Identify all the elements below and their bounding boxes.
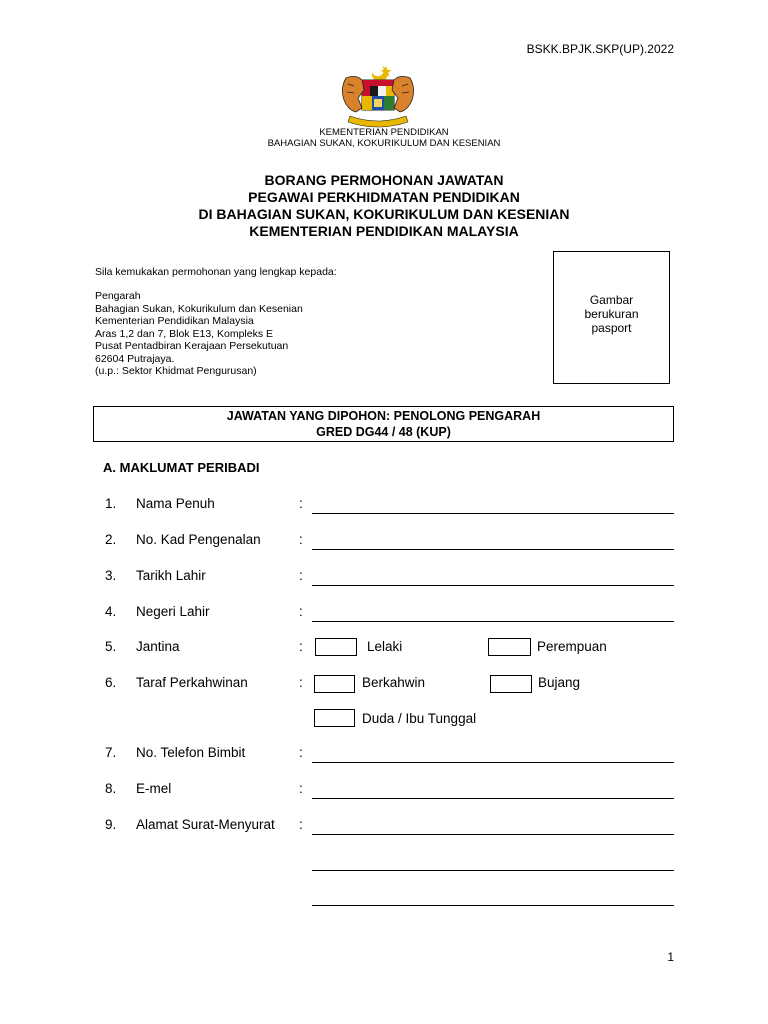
colon: : <box>299 745 303 760</box>
single-checkbox[interactable] <box>490 675 532 693</box>
malaysia-coat-of-arms-icon <box>336 62 420 128</box>
colon: : <box>299 675 303 690</box>
address-line: Pengarah <box>95 290 141 302</box>
address-line: Kementerian Pendidikan Malaysia <box>95 315 254 327</box>
birth-date-field[interactable] <box>312 585 674 586</box>
gender-label: Jantina <box>136 639 180 654</box>
form-title-line-4: KEMENTERIAN PENDIDIKAN MALAYSIA <box>249 223 519 239</box>
gender-female-checkbox[interactable] <box>488 638 531 656</box>
mobile-phone-label: No. Telefon Bimbit <box>136 745 246 760</box>
field-number: 8. <box>105 781 117 796</box>
address-line: Pusat Pentadbiran Kerajaan Persekutuan <box>95 340 289 352</box>
field-number: 4. <box>105 604 117 619</box>
colon: : <box>299 568 303 583</box>
ic-number-field[interactable] <box>312 549 674 550</box>
photo-box-text: Gambar <box>589 293 634 307</box>
page-number: 1 <box>667 950 674 964</box>
field-number: 1. <box>105 496 117 511</box>
field-number: 7. <box>105 745 117 760</box>
mobile-phone-field[interactable] <box>312 762 674 763</box>
address-line: Aras 1,2 dan 7, Blok E13, Kompleks E <box>95 327 274 340</box>
full-name-label: Nama Penuh <box>136 496 215 511</box>
gender-male-label: Lelaki <box>367 639 403 654</box>
photo-box-text: pasport <box>591 321 632 335</box>
colon: : <box>299 532 303 547</box>
document-reference: BSKK.BPJK.SKP(UP).2022 <box>526 42 674 56</box>
ic-number-label: No. Kad Pengenalan <box>136 532 261 547</box>
field-number: 6. <box>105 675 117 690</box>
mailing-address-field-line-2[interactable] <box>312 870 674 871</box>
gender-female-label: Perempuan <box>537 639 607 654</box>
full-name-field[interactable] <box>312 513 674 514</box>
field-number: 9. <box>105 817 117 832</box>
position-title: JAWATAN YANG DIPOHON: PENOLONG PENGARAH <box>226 409 541 423</box>
field-number: 2. <box>105 532 117 547</box>
ministry-name: KEMENTERIAN PENDIDIKAN <box>319 127 449 138</box>
field-number: 5. <box>105 639 117 654</box>
colon: : <box>299 496 303 511</box>
email-field[interactable] <box>312 798 674 799</box>
division-name: BAHAGIAN SUKAN, KOKURIKULUM DAN KESENIAN <box>267 138 501 149</box>
colon: : <box>299 639 303 654</box>
address-line: Bahagian Sukan, Kokurikulum dan Kesenian <box>95 302 303 315</box>
birth-state-label: Negeri Lahir <box>136 604 210 619</box>
widowed-single-parent-checkbox[interactable] <box>314 709 355 727</box>
married-label: Berkahwin <box>362 675 426 690</box>
form-title-line-2: PEGAWAI PERKHIDMATAN PENDIDIKAN <box>248 189 520 205</box>
field-number: 3. <box>105 568 117 583</box>
position-applied-box <box>93 406 674 442</box>
single-label: Bujang <box>538 675 581 690</box>
birth-date-label: Tarikh Lahir <box>136 568 206 583</box>
section-a-title: A. MAKLUMAT PERIBADI <box>103 460 260 475</box>
widowed-single-parent-label: Duda / Ibu Tunggal <box>362 711 477 726</box>
colon: : <box>299 781 303 796</box>
gender-male-checkbox[interactable] <box>315 638 357 656</box>
position-grade: GRED DG44 / 48 (KUP) <box>316 425 451 439</box>
married-checkbox[interactable] <box>314 675 355 693</box>
colon: : <box>299 604 303 619</box>
mailing-address-field-line-1[interactable] <box>312 834 674 835</box>
birth-state-field[interactable] <box>312 621 674 622</box>
colon: : <box>299 817 303 832</box>
submission-instruction: Sila kemukakan permohonan yang lengkap kepada: <box>95 266 337 278</box>
photo-box-text: berukuran <box>584 307 639 321</box>
form-title-line-1: BORANG PERMOHONAN JAWATAN <box>264 172 504 188</box>
marital-status-label: Taraf Perkahwinan <box>136 675 248 690</box>
address-line: 62604 Putrajaya. <box>95 352 175 365</box>
address-line: (u.p.: Sektor Khidmat Pengurusan) <box>95 365 257 377</box>
address-block <box>95 290 303 378</box>
form-title-line-3: DI BAHAGIAN SUKAN, KOKURIKULUM DAN KESENIAN <box>198 206 570 222</box>
email-label: E-mel <box>136 781 172 796</box>
passport-photo-box[interactable] <box>553 251 670 384</box>
mailing-address-label: Alamat Surat-Menyurat <box>136 817 275 832</box>
mailing-address-field-line-3[interactable] <box>312 905 674 906</box>
